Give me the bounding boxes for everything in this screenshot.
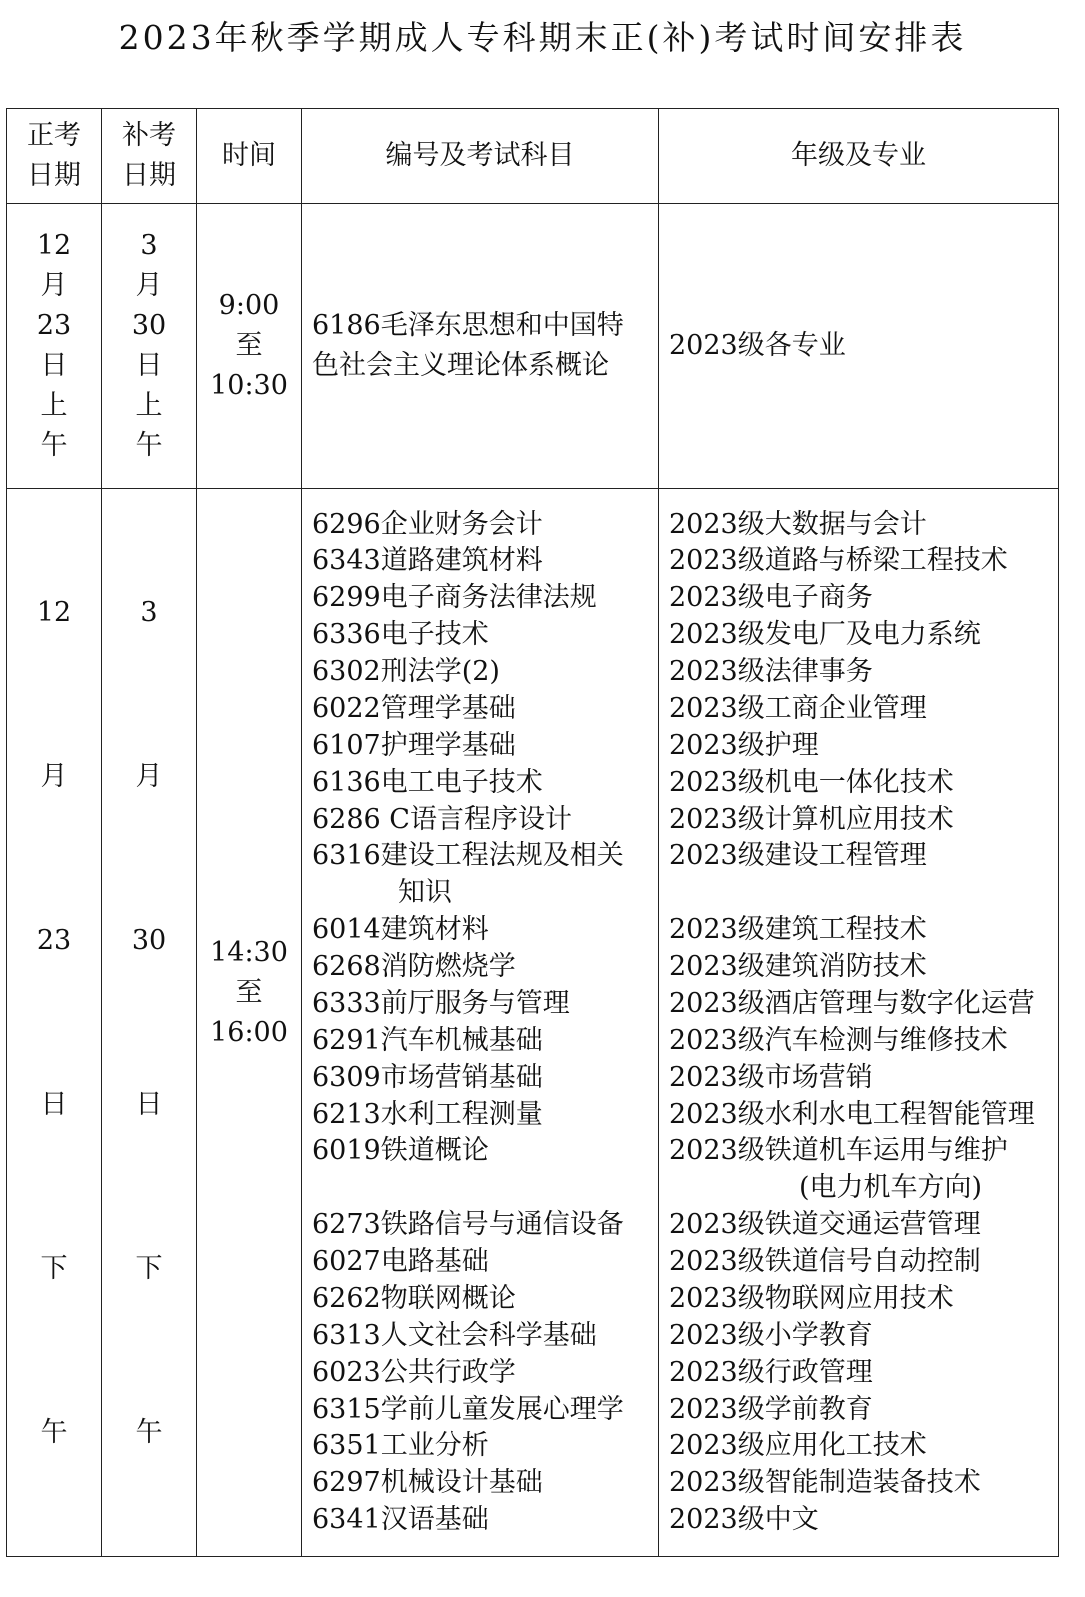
makeup-date-text: 3 bbox=[140, 596, 158, 628]
major-line: 2023级应用化工技术 bbox=[669, 1430, 927, 1462]
makeup-date-text: 3 bbox=[140, 230, 158, 261]
regular-date-text: 23 bbox=[36, 924, 72, 956]
subject-line: 6291汽车机械基础 bbox=[312, 1024, 543, 1056]
major-line: 2023级计算机应用技术 bbox=[669, 803, 954, 835]
subject-line: 6343道路建筑材料 bbox=[312, 545, 543, 577]
table-row-afternoon bbox=[7, 489, 1059, 1557]
header-makeup-date: 补考 日期 bbox=[102, 109, 197, 204]
major-line: 2023级工商企业管理 bbox=[669, 692, 927, 724]
makeup-date-text: 午 bbox=[135, 1416, 163, 1448]
regular-date-text: 日 bbox=[40, 350, 68, 381]
major-line bbox=[669, 876, 1058, 910]
major-line: 2023级大数据与会计 bbox=[669, 508, 927, 540]
time-text: 至 bbox=[235, 330, 263, 361]
subject-line: 6023公共行政学 bbox=[312, 1356, 516, 1388]
table-row-morning bbox=[7, 204, 1059, 489]
major-line: 2023级建筑消防技术 bbox=[669, 951, 927, 982]
regular-date-text: 23 bbox=[36, 310, 72, 341]
regular-date-text: 日 bbox=[40, 1088, 68, 1120]
subject-line: 6014建筑材料 bbox=[312, 914, 489, 946]
time-text: 14:30 bbox=[210, 936, 288, 968]
regular-date-text: 月 bbox=[40, 270, 68, 301]
major-cell bbox=[659, 489, 1059, 1557]
time-text: 9:00 bbox=[218, 290, 280, 321]
header-subject: 编号及考试科目 bbox=[302, 109, 659, 204]
header-regular-date: 正考 日期 bbox=[7, 109, 102, 204]
major-line: 2023级小学教育 bbox=[669, 1319, 873, 1351]
subject-line: 6309市场营销基础 bbox=[312, 1061, 543, 1093]
makeup-date-cell bbox=[102, 204, 197, 489]
major-line: (电力机车方向) bbox=[799, 1172, 983, 1204]
time-text: 16:00 bbox=[210, 1016, 288, 1048]
regular-date-text: 午 bbox=[40, 1416, 68, 1448]
makeup-date-text: 下 bbox=[135, 1252, 163, 1284]
subject-line: 6262物联网概论 bbox=[312, 1282, 516, 1314]
major-line: 2023级道路与桥梁工程技术 bbox=[669, 545, 1008, 577]
makeup-date-text: 月 bbox=[135, 270, 163, 301]
regular-date-cell bbox=[7, 489, 102, 1557]
major-line: 2023级机电一体化技术 bbox=[669, 766, 954, 798]
subject-line: 6136电工电子技术 bbox=[312, 766, 543, 798]
subject-line: 6273铁路信号与通信设备 bbox=[312, 1209, 624, 1241]
time-cell bbox=[197, 204, 302, 489]
subject-line: 6313人文社会科学基础 bbox=[312, 1319, 597, 1351]
major-line: 2023级酒店管理与数字化运营 bbox=[669, 987, 1035, 1019]
makeup-date-text: 月 bbox=[135, 760, 163, 792]
regular-date-cell bbox=[7, 204, 102, 489]
major-line: 2023级建筑工程技术 bbox=[669, 914, 927, 946]
major-line: 2023级铁道机车运用与维护 bbox=[669, 1135, 1008, 1167]
subject-line: 6333前厅服务与管理 bbox=[312, 987, 570, 1019]
subject-line: 6299电子商务法律法规 bbox=[312, 582, 597, 614]
subject-line: 色社会主义理论体系概论 bbox=[312, 350, 609, 381]
makeup-date-text: 午 bbox=[135, 430, 163, 461]
makeup-date-text: 上 bbox=[135, 390, 163, 421]
subject-line: 6213水利工程测量 bbox=[312, 1098, 543, 1130]
regular-date-text: 下 bbox=[40, 1252, 68, 1284]
time-text: 至 bbox=[235, 976, 263, 1008]
subject-line: 6351工业分析 bbox=[312, 1430, 489, 1462]
subject-line: 6107护理学基础 bbox=[312, 729, 516, 761]
subject-line: 6268消防燃烧学 bbox=[312, 951, 516, 982]
subject-line: 6186毛泽东思想和中国特 bbox=[312, 310, 624, 341]
makeup-date-text: 日 bbox=[135, 350, 163, 381]
time-cell bbox=[197, 489, 302, 1557]
header-row bbox=[7, 109, 1059, 204]
regular-date-text: 月 bbox=[40, 760, 68, 792]
makeup-date-text: 30 bbox=[131, 310, 167, 341]
major-line: 2023级物联网应用技术 bbox=[669, 1282, 954, 1314]
subject-line: 6302刑法学(2) bbox=[312, 656, 500, 687]
document-title: 2023年秋季学期成人专科期末正(补)考试时间安排表 bbox=[118, 18, 967, 57]
regular-date-text: 12 bbox=[36, 596, 72, 628]
subject-line: 6022管理学基础 bbox=[312, 692, 516, 724]
exam-schedule-table bbox=[6, 108, 1059, 1557]
subject-line: 6316建设工程法规及相关 bbox=[312, 840, 624, 872]
major-line: 2023级水利水电工程智能管理 bbox=[669, 1098, 1035, 1130]
major-line: 2023级发电厂及电力系统 bbox=[669, 619, 981, 651]
makeup-date-text: 30 bbox=[131, 924, 167, 956]
major-line: 2023级建设工程管理 bbox=[669, 840, 927, 872]
subject-line: 6315学前儿童发展心理学 bbox=[312, 1393, 624, 1425]
major-line: 2023级行政管理 bbox=[669, 1356, 873, 1388]
major-line: 2023级铁道信号自动控制 bbox=[669, 1246, 981, 1277]
subject-line: 6286 C语言程序设计 bbox=[312, 803, 572, 835]
subject-line: 知识 bbox=[398, 877, 452, 909]
regular-date-text: 12 bbox=[36, 230, 72, 261]
subject-cell bbox=[302, 204, 659, 489]
subject-line: 6341汉语基础 bbox=[312, 1504, 489, 1536]
major-line: 2023级学前教育 bbox=[669, 1393, 873, 1425]
subject-line: 6027电路基础 bbox=[312, 1246, 489, 1277]
major-cell bbox=[659, 204, 1059, 489]
subject-cell bbox=[302, 489, 659, 1557]
subject-line: 6019铁道概论 bbox=[312, 1135, 489, 1167]
header-major: 年级及专业 bbox=[659, 109, 1059, 204]
subject-line bbox=[312, 1171, 658, 1205]
major-line: 2023级智能制造装备技术 bbox=[669, 1467, 981, 1499]
makeup-date-text: 日 bbox=[135, 1088, 163, 1120]
regular-date-text: 上 bbox=[40, 390, 68, 421]
makeup-date-cell bbox=[102, 489, 197, 1557]
major-line: 2023级电子商务 bbox=[669, 582, 873, 614]
major-line: 2023级铁道交通运营管理 bbox=[669, 1209, 981, 1241]
time-text: 10:30 bbox=[210, 370, 288, 401]
major-line: 2023级中文 bbox=[669, 1504, 819, 1536]
major-line: 2023级市场营销 bbox=[669, 1061, 873, 1093]
major-line: 2023级汽车检测与维修技术 bbox=[669, 1024, 1008, 1056]
subject-line: 6297机械设计基础 bbox=[312, 1467, 543, 1499]
subject-line: 6336电子技术 bbox=[312, 619, 489, 651]
major-line: 2023级各专业 bbox=[669, 330, 846, 361]
regular-date-text: 午 bbox=[40, 430, 68, 461]
major-line: 2023级护理 bbox=[669, 729, 819, 761]
major-line: 2023级法律事务 bbox=[669, 656, 873, 687]
header-time: 时间 bbox=[197, 109, 302, 204]
subject-line: 6296企业财务会计 bbox=[312, 508, 543, 540]
